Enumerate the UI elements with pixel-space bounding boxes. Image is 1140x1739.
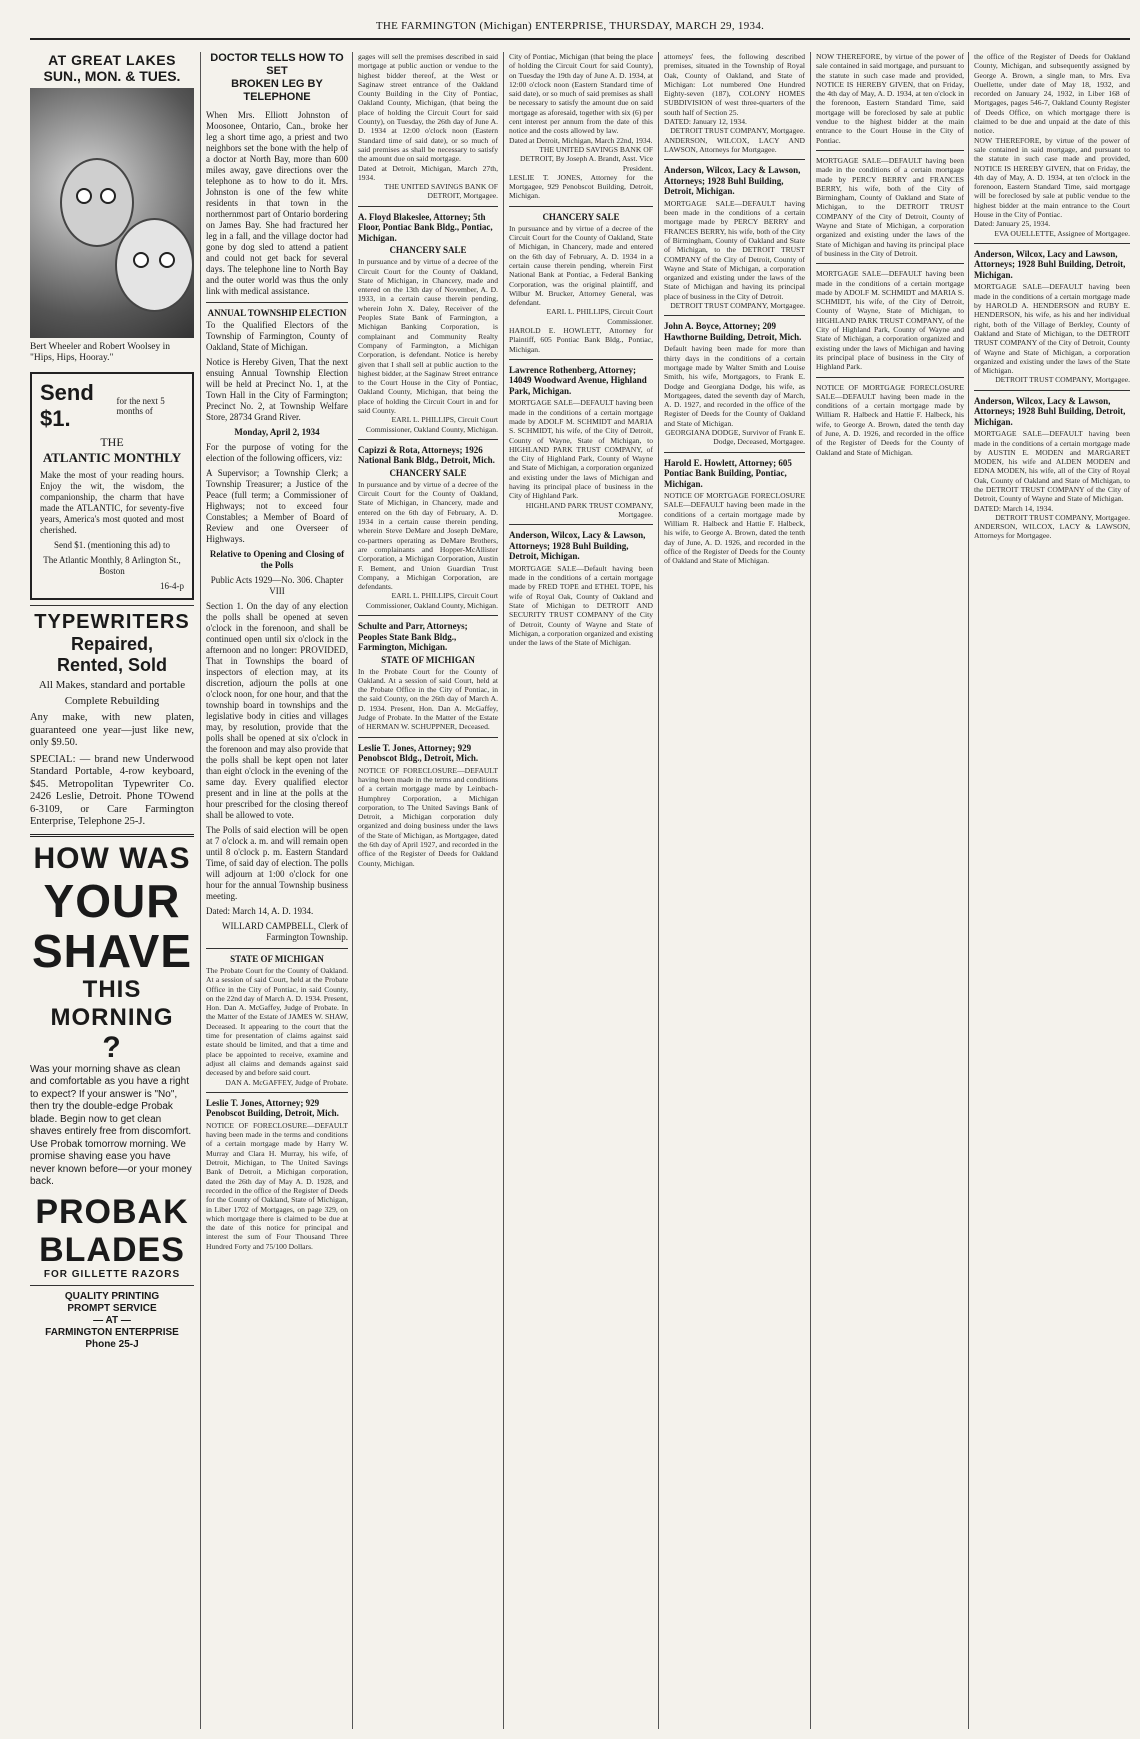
typewriters-body: Any make, with new platen, guaranteed one year—just like new, only $9.50. xyxy=(30,712,194,748)
election-notice: Notice is Hereby Given, That the next ensuing Annual Township Election will be held at Precinct No. 1, at the Town Hall in the City of Farmington; Precinct No. 2, at Township Welfare Store, 28734 Grand River. xyxy=(206,357,348,422)
col6-sign: EVA OUELLETTE, Assignee of Mortgagee. xyxy=(994,228,1130,238)
probak-question-mark: ? xyxy=(102,1030,122,1064)
typewriters-special: SPECIAL: — brand new Underwood Standard Portable, 4-row keyboard, $45. Metropolitan Typewriter Co. 2426 Leslie, Detroit. Phone TOwend 6-3109, or Care Farmington Enterprise, Telephone 25-J. xyxy=(30,753,194,827)
col5-sign: DETROIT TRUST COMPANY, Mortgagee. xyxy=(670,126,805,136)
col3-dated: Dated at Detroit, Michigan, March 27th, 1934. xyxy=(358,163,498,182)
boyce-sign: GEORGIANA DODGE, Survivor of Frank E. Dodge, Deceased, Mortgagee. xyxy=(665,428,805,447)
column-2 xyxy=(206,52,348,1729)
divider xyxy=(358,439,498,440)
atlantic-offer: for the next 5 months of xyxy=(116,396,165,416)
capizzi-body: In pursuance and by virtue of a decree of the Circuit Court for the County of Oakland, State of Michigan, in Chancery, made and entered on the 6th day of February, A. D. 1934 in a certain cause therein pending, wherein Steve DeMare and Joseph DeMare, co-partners operating as DeMare Brothers, are complainants and Hopper-McAllister Corporation, a Michigan Corporation, Austin F. Bement, and Union Guardian Trust Company, a Michigan Corporation, are defendants. xyxy=(358,479,498,592)
divider xyxy=(816,377,964,378)
probate-title: STATE OF MICHIGAN xyxy=(230,954,324,964)
divider xyxy=(509,524,653,525)
column-3 xyxy=(358,52,498,1729)
column-divider xyxy=(658,52,659,1729)
divider xyxy=(206,302,348,303)
anderson-body: MORTGAGE SALE—Default having been made in the conditions of a certain mortgage made by FRED TOPE and ETHEL TOPE, his wife of Royal Oak, County of Oakland and State of Michigan to DETROIT AND SECURITY TRUST COMPANY of the City of Detroit, County of Wayne and State of Michigan, a corporation organized and existing under the laws of the State of Michigan. xyxy=(509,563,653,648)
divider xyxy=(816,263,964,264)
probak-blades: BLADES xyxy=(39,1230,185,1269)
column-5 xyxy=(664,52,805,1729)
glasses-icon xyxy=(159,252,175,268)
divider xyxy=(206,948,348,949)
col5-dated: DATED: January 12, 1934. xyxy=(664,117,747,127)
election-to: To the Qualified Electors of the Township of Farmington, County of Oakland, State of Michigan. xyxy=(206,320,348,352)
typewriters-line2: Complete Rebuilding xyxy=(64,695,160,707)
column-divider xyxy=(200,52,201,1729)
chancery-attorney: HAROLD E. HOWLETT, Attorney for Plaintiff, 605 Pontiac Bank Bldg., Pontiac, Michigan. xyxy=(509,326,653,354)
anderson-moden-heading: Anderson, Wilcox, Lacy & Lawson, Attorneys; 1928 Buhl Building, Detroit, Michigan. xyxy=(974,395,1126,427)
glasses-icon xyxy=(76,188,92,204)
col5b-body: MORTGAGE SALE—DEFAULT having been made in the conditions of a certain mortgage made by PERCY BERRY and FRANCES BERRY, his wife, both of the City of Birmingham, County of Oakland and State of Michigan, to the DETROIT TRUST COMPANY of the City of Detroit, County of Wayne and State of Michigan, a corporation organized and existing under the laws of the State of Michigan and having its principal place of business in the City of Detroit. xyxy=(816,155,964,258)
atlantic-monthly-ad xyxy=(30,372,194,600)
typewriters-repaired: Repaired, xyxy=(70,634,154,654)
probate-body: The Probate Court for the County of Oakland. At a session of said Court, held at the Probate Office in the City of Pontiac, in said County, on the 22nd day of March A. D. 1934. Present, Hon. Dan A. McGaffey, Judge of Probate. In the Matter of the Estate of JAMES W. SHAW, Deceased. It appearing to the court that the time for presentation of claims against said estate should be limited, and that a time and place be appointed to receive, examine and adjust all claims and demands against said deceased by and before said court. xyxy=(206,966,348,1078)
atlantic-send-line: Send $1. (mentioning this ad) to xyxy=(54,540,170,550)
probak-gillette: FOR GILLETTE RAZORS xyxy=(43,1268,181,1280)
election-sign: WILLARD CAMPBELL, Clerk of Farmington Township. xyxy=(222,921,348,942)
column-5b xyxy=(816,52,964,1729)
capizzi-sign: EARL L. PHILLIPS, Circuit Court Commissioner, Oakland County, Michigan. xyxy=(365,591,498,610)
jones-heading: Leslie T. Jones, Attorney; 929 Penobscot Building, Detroit, Mich. xyxy=(206,1097,339,1119)
col5-attorney: ANDERSON, WILCOX, LACY AND LAWSON, Attorneys for Mortgagee. xyxy=(664,135,805,154)
typewriters-heading: TYPEWRITERS xyxy=(34,611,190,633)
doctor-story: When Mrs. Elliott Johnston of Moosonee, Ontario, Can., broke her leg a short time ago, a priest and two neighbors set the bone with the help of a doctor at North Bay, more than 600 miles away, gave directions over the telephone as to how to do it. Mrs. Johnston is one of the few white residents in that town in the northernmost part of Ontario bordering on James Bay. She had fractured her leg in a fall, and the village doctor had gone by dog sled to attend a patient and could not get back for several days. The telephone line to North Bay and the outer world was thus the only link with medical assistance. xyxy=(206,110,348,296)
chancery-title: CHANCERY SALE xyxy=(542,211,620,222)
col5b-body-3: NOTICE OF MORTGAGE FORECLOSURE SALE—DEFAULT having been made in the conditions of a certain mortgage made by William R. Halbeck and Hattie F. Halbeck, his wife, to George A. Brown, dated the tenth day of June, A. D. 1926, and recorded in the office of the Register of Deeds for the County of Oakland and State of Michigan. xyxy=(816,382,964,457)
rothenberg-sign: HIGHLAND PARK TRUST COMPANY, Mortgagee. xyxy=(525,500,653,519)
doctor-headline-2: BROKEN LEG BY TELEPHONE xyxy=(231,78,323,103)
masthead: THE FARMINGTON (Michigan) ENTERPRISE, THURSDAY, MARCH 29, 1934. xyxy=(375,20,765,32)
jones2-body: NOTICE OF FORECLOSURE—DEFAULT having been made in the terms and conditions of a certain mortgage made by Leinbach-Humphrey Corporation, a Michigan corporation, to The United Savings Bank of Detroit, a Michigan corporation duly organized and doing business under the laws of the State of Michigan, as Mortgagee, dated the 6th day of April 1927, and recorded in the office of the Register of Deeds for Oakland County, Michigan. xyxy=(358,765,498,868)
blakeslee-body: In pursuance and by virtue of a decree of the Circuit Court for the County of Oakland, State of Michigan, in Chancery, made and entered on the 13th day of November, A. D. 1933, in a certain cause therein pending, wherein John X. Daley, Receiver of the Peoples State Bank of Farmington, a Michigan Banking Corporation, is complainant and Community Realty Company of Farmington, a Michigan Corporation, is defendant. Notice is hereby given that I shall sell at public auction to the highest bidder, at the Saginaw Street entrance to the Court House in the City of Pontiac, Oakland County, Michigan, that being the place of holding the Circuit Court in and for said County. xyxy=(358,257,498,415)
glasses-icon xyxy=(133,252,149,268)
blakeslee-sign: EARL L. PHILLIPS, Circuit Court Commissioner, Oakland County, Michigan. xyxy=(365,415,498,434)
glasses-icon xyxy=(100,188,116,204)
election-relative: Relative to Opening and Closing of the Polls xyxy=(209,549,345,570)
blakeslee-heading: A. Floyd Blakeslee, Attorney; 5th Floor, Pontiac Bank Bldg., Pontiac, Michigan. xyxy=(358,211,493,243)
rothenberg-heading: Lawrence Rothenberg, Attorney; 14049 Woodward Avenue, Highland Park, Michigan. xyxy=(509,364,647,396)
boyce-heading: John A. Boyce, Attorney; 209 Hawthorne Building, Detroit, Mich. xyxy=(664,321,802,342)
anderson-moden-body: MORTGAGE SALE—DEFAULT having been made in the conditions of a certain mortgage made by AUSTIN E. MODEN and MARGARET MODEN, his wife and ALDEN MODEN and EDNA MODEN, his wife, all of the City of Royal Oak, County of Oakland and State of Michigan, to the DETROIT TRUST COMPANY of the City of Detroit, County of Wayne and State of Michigan. xyxy=(974,429,1130,504)
divider xyxy=(509,359,653,360)
column-divider xyxy=(503,52,504,1729)
column-divider xyxy=(968,52,969,1729)
howlett-body: NOTICE OF MORTGAGE FORECLOSURE SALE—DEFAULT having been made in the conditions of a certain mortgage made by William R. Halbeck and Hattie F. Halbeck, his wife, to George A. Brown, dated the tenth day of June, A. D. 1926, and recorded in the office of the Register of Deeds for the County of Oakland and State of Michigan. xyxy=(664,491,805,566)
atlantic-the: THE xyxy=(100,435,124,449)
printing-line-3: — AT — xyxy=(93,1314,131,1326)
probak-body: Was your morning shave as clean and comfortable as you have a right to expect? If your answer is "No", then try the double-edge Probak blade. Begin now to get clean shaves entirely free from discomfort. Use Probak tomorrow morning. We promise shaving ease you have never known before—or your money back. xyxy=(30,1063,192,1187)
col6-now-therefore: NOW THEREFORE, by virtue of the power of sale contained in said mortgage, and pursuant to the statute in such case made and provided, NOTICE IS HEREBY GIVEN, that on Friday, the 4th day of May, A. D. 1934, at ten o'clock in the forenoon, Eastern Standard Time, said mortgage will be foreclosed by sale at public vendue to the highest bidder at the main entrance to the Court House in the City of Pontiac. xyxy=(974,135,1130,220)
divider xyxy=(974,390,1130,391)
anderson-moden-dated: DATED: March 14, 1934. xyxy=(974,503,1054,513)
election-date: Monday, April 2, 1934 xyxy=(234,427,320,437)
col5-notice: attorneys' fees, the following described premises, situated in the Township of Royal Oak, County of Oakland, and State of Michigan: Lot numbered One Hundred Eighty-seven (187), COLONY HOMES SUBDIVISION of west three-quarters of the south half of Section 25. xyxy=(664,52,805,117)
probate-sign: DAN A. McGAFFEY, Judge of Probate. xyxy=(225,1077,348,1087)
anderson-berry-body: MORTGAGE SALE—DEFAULT having been made in the conditions of a certain mortgage made by PERCY BERRY and FRANCES BERRY, his wife, both of the City of Birmingham, County of Oakland and State of Michigan, to the DETROIT TRUST COMPANY of the City of Detroit, County of Wayne and State of Michigan, a corporation organized and existing under the laws of the State of Michigan and having its principal place of business in the City of Detroit. xyxy=(664,198,805,301)
chancery-body: In pursuance and by virtue of a decree of the Circuit Court for the County of Oakland, State of Michigan, in Chancery, made and entered on the 6th day of February, A. D. 1934 in a certain cause therein pending, wherein First National Bank at Pontiac, a Federal Banking Corporation, was the original plaintiff, and Wilbur M. Brucker, Attorney General, was defendant. xyxy=(509,223,653,308)
capizzi-heading: Capizzi & Rota, Attorneys; 1926 National Bank Bldg., Detroit, Mich. xyxy=(358,444,495,466)
printing-line-1: QUALITY PRINTING xyxy=(64,1290,160,1302)
photo-caption: Bert Wheeler and Robert Woolsey in "Hips, Hips, Hooray." xyxy=(30,342,171,363)
atlantic-body: Make the most of your reading hours. Enjoy the wit, the wisdom, the companionship, the charm that have made the ATLANTIC, for seventy-five years, America's most quoted and most cherished. xyxy=(40,470,184,535)
atlantic-address: The Atlantic Monthly, 8 Arlington St., Boston xyxy=(43,555,181,576)
election-officers: A Supervisor; a Township Clerk; a Township Treasurer; a Justice of the Peace (full term; a Commissioner of Highways; not to exceed four Constables; a Member of Board of Review and one Overseer of Highways. xyxy=(206,468,348,544)
rothenberg-body: MORTGAGE SALE—DEFAULT having been made in the conditions of a certain mortgage made by ADOLF M. SCHMIDT and MARIA S. SCHMIDT, his wife, of the City of Detroit, County of Wayne, State of Michigan, to HIGHLAND PARK TRUST COMPANY, of the City of Highland Park, County of Wayne and State of Michigan, a corporation organized and existing under the laws of Michigan and having its principal place of business in the City of Highland Park. xyxy=(509,398,653,501)
election-section: Section 1. On the day of any election the polls shall be opened at seven o'clock in the forenoon, and shall be continued open until six o'clock in the afternoon and no longer: PROVIDED, That in Townships the board of inspectors of election may, at its discretion, adjourn the polls at one o'clock noon, for one hour, and that the township board in townships and the legislative body in cities and villages may, by resolution, provide that the polls shall be opened at six o'clock in the forenoon and may also provide that the polls shall be kept open not later than eight o'clock in the evening of the same day. Every qualified elector present and in line at the polls at the hour prescribed for the closing thereof shall be allowed to vote. xyxy=(206,601,348,820)
divider xyxy=(358,206,498,207)
great-lakes-heading: AT GREAT LAKES xyxy=(48,52,176,68)
divider xyxy=(816,150,964,151)
col5b-notice: NOW THEREFORE, by virtue of the power of sale contained in said mortgage, and pursuant to the statute in such case made and provided, NOTICE IS HEREBY GIVEN, that on Friday, the 4th day of May, A. D. 1934, at ten o'clock in the forenoon, Eastern Standard Time, said mortgage will be foreclosed by sale at public vendue to the highest bidder at the main entrance to the Court House in the City of Pontiac. xyxy=(816,52,964,145)
anderson-moden-sign: DETROIT TRUST COMPANY, Mortgagee. xyxy=(995,512,1130,522)
blakeslee-title: CHANCERY SALE xyxy=(389,245,467,256)
divider xyxy=(358,615,498,616)
col4-attorney: LESLIE T. JONES, Attorney for the Mortgagee, 929 Penobscot Building, Detroit, Michigan. xyxy=(509,172,653,201)
atlantic-code: 16-4-p xyxy=(160,581,184,591)
anderson-berry-sign: DETROIT TRUST COMPANY, Mortgagee. xyxy=(670,301,805,311)
actor-face xyxy=(115,218,194,312)
anderson-henderson-body: MORTGAGE SALE—DEFAULT having been made in the conditions of a certain mortgage made by HAROLD A. HENDERSON and RUBY E. HENDERSON, his wife, as his and her individual right, both of the Village of Berkley, County of Oakland and State of Michigan, to the DETROIT TRUST COMPANY of the City of Detroit, County of Wayne and State of Michigan, a corporation organized and existing under the laws of the State of Michigan. xyxy=(974,282,1130,376)
column-6 xyxy=(974,52,1130,1729)
great-lakes-days: SUN., MON. & TUES. xyxy=(43,68,181,84)
jones2-heading: Leslie T. Jones, Attorney; 929 Penobscot Bldg., Detroit, Mich. xyxy=(358,742,479,764)
typewriters-ad xyxy=(30,611,194,829)
schulte-body: In the Probate Court for the County of Oakland. At a session of said Court, held at the Probate Office in the City of Pontiac, in the said County, on the 26th day of March A. D. 1934. Present, Hon. Dan A. McGaffey, Judge of Probate. In the Matter of the Estate of HERMAN W. SCHUPPNER, Deceased. xyxy=(358,666,498,732)
col3-sign: THE UNITED SAVINGS BANK OF DETROIT, Mortgagee. xyxy=(384,182,498,201)
col5b-body-2: MORTGAGE SALE—DEFAULT having been made in the conditions of a certain mortgage made by ADOLF M. SCHMIDT and MARIA S. SCHMIDT, his wife, of the City of Detroit, County of Wayne, State of Michigan, to HIGHLAND PARK TRUST COMPANY, of the City of Highland Park, County of Wayne and State of Michigan, a corporation organized and existing under the laws of Michigan and having its principal place of business in the City of Highland Park. xyxy=(816,269,964,372)
col6-dated: Dated: January 25, 1934. xyxy=(974,219,1051,229)
masthead-rule xyxy=(30,38,1130,40)
chancery-sign: EARL L. PHILLIPS, Circuit Court Commissioner. xyxy=(546,307,653,326)
jones-body: NOTICE OF FORECLOSURE—DEFAULT having been made in the terms and conditions of a certain mortgage made by Harry W. Murray and Clara H. Murray, his wife, of Detroit, Michigan, to The United Savings Bank of Detroit, a Michigan corporation, dated the 26th day of May A. D. 1928, and recorded in the office of the Register of Deeds for the County of Oakland, State of Michigan, in Liber 1702 of Mortgages, on page 329, on which mortgage there is claimed to be due at the date of this notice for principal and interest the sum of Four Thousand Three Hundred Forty and 75/100 Dollars. xyxy=(206,1120,348,1251)
col4-dated: Dated at Detroit, Michigan, March 22nd, 1934. xyxy=(509,135,653,145)
boyce-body: Default having been made for more than thirty days in the conditions of a certain mortgage made by Walter Smith and Louise Smith, his wife, Mortgagors, to Frank E. Dodge and Georgiana Dodge, his wife, as Mortgagees, dated the seventh day of March, A. D. 1927, and recorded in the office of the Register of Deeds for the County of Oakland and State of Michigan. xyxy=(664,344,805,428)
election-dated: Dated: March 14, A. D. 1934. xyxy=(206,906,314,916)
anderson-berry-heading: Anderson, Wilcox, Lacy & Lawson, Attorneys; 1928 Buhl Building, Detroit, Michigan. xyxy=(664,165,801,197)
printing-line-5: Phone 25-J xyxy=(85,1338,139,1350)
col3-notice: gages will sell the premises described in said mortgage at public auction or vendue to the highest bidder thereof, at the West or Saginaw street entrance of the Oakland County Building in the City of Pontiac, Oakland County, Michigan, (that being the place of holding the Circuit Court for said County), on Tuesday, the 26th day of June A. D. 1934 at 12:00 o'clock noon (Eastern Standard time of said date), or so much of said premises as shall be necessary to satisfy the amount due on said mortgage. xyxy=(358,52,498,164)
anderson-henderson-heading: Anderson, Wilcox, Lacy and Lawson, Attorneys; 1928 Buhl Building, Detroit, Michigan. xyxy=(974,248,1126,280)
printing-ad xyxy=(30,1291,194,1351)
atlantic-name: ATLANTIC MONTHLY xyxy=(42,450,182,465)
movie-still-photo xyxy=(30,88,194,338)
actor-face xyxy=(60,158,134,247)
column-4 xyxy=(509,52,653,1729)
divider xyxy=(358,737,498,738)
divider xyxy=(509,206,653,207)
divider xyxy=(974,243,1130,244)
typewriters-rented: Rented, Sold xyxy=(56,655,167,675)
schulte-title: STATE OF MICHIGAN xyxy=(381,654,475,665)
divider xyxy=(30,1285,194,1286)
divider xyxy=(664,315,805,316)
doctor-headline-1: DOCTOR TELLS HOW TO SET xyxy=(210,52,344,77)
column-1 xyxy=(30,52,194,1729)
atlantic-price: Send $1. xyxy=(40,380,94,431)
divider xyxy=(30,605,194,606)
howlett-heading: Harold E. Howlett, Attorney; 605 Pontiac Bank Building, Pontiac, Michigan. xyxy=(664,457,792,489)
capizzi-title: CHANCERY SALE xyxy=(389,467,467,478)
col4-sign: THE UNITED SAVINGS BANK OF DETROIT, By Joseph A. Brandt, Asst. Vice President. xyxy=(520,144,653,173)
typewriters-line1: All Makes, standard and portable xyxy=(38,679,186,691)
election-purpose: For the purpose of voting for the election of the following officers, viz: xyxy=(206,442,348,463)
divider xyxy=(30,834,194,837)
election-act: Public Acts 1929—No. 306. Chapter VIII xyxy=(210,575,344,596)
divider xyxy=(664,159,805,160)
printing-line-2: PROMPT SERVICE xyxy=(67,1302,157,1314)
probak-ad xyxy=(30,842,194,1280)
anderson-henderson-sign: DETROIT TRUST COMPANY, Mortgagee. xyxy=(995,375,1130,385)
election-title: ANNUAL TOWNSHIP ELECTION xyxy=(207,308,347,318)
probak-brand: PROBAK xyxy=(35,1192,189,1231)
divider xyxy=(206,1092,348,1093)
column-divider xyxy=(352,52,353,1729)
anderson-moden-attorney: ANDERSON, WILCOX, LACY & LAWSON, Attorneys for Mortgagee. xyxy=(974,522,1130,541)
probak-this-morning: THIS MORNING xyxy=(50,975,174,1031)
anderson-heading: Anderson, Wilcox, Lacy & Lawson, Attorneys; 1928 Buhl Building, Detroit, Michigan. xyxy=(509,530,646,562)
col6-notice: the office of the Register of Deeds for Oakland County, Michigan, and subsequently assigned by George A. Brown, a single man, to Mrs. Eva Ouellette, under date of May 18, 1932, and recorded on January 24, 1932, in Liber 168 of Mortgages, pages 546-7, Oakland County Register of Deeds Office, on which mortgage there is claimed to be due and unpaid at the date of this notice. xyxy=(974,52,1130,136)
probak-your: YOUR xyxy=(43,874,181,927)
column-divider xyxy=(810,52,811,1729)
col4-notice: City of Pontiac, Michigan (that being the place of holding the Circuit Court for said County), on Tuesday the 19th day of June A. D. 1934, at 12:00 o'clock noon (Eastern Standard time of said date), or so much of said premises as shall be necessary to satisfy the amount due on said mortgage as aforesaid, together with six (6) per cent interest per annum from the date of this notice and the costs allowed by law. xyxy=(509,52,653,136)
election-hours: The Polls of said election will be open at 7 o'clock a. m. and will remain open until 8 o'clock p. m. Eastern Standard Time, of said day of election. The polls will adjourn at 1:00 o'clock for one hour for the annual Township business meeting. xyxy=(206,825,348,901)
probak-shave: SHAVE xyxy=(31,924,193,977)
printing-line-4: FARMINGTON ENTERPRISE xyxy=(45,1326,179,1338)
probak-how-was: HOW WAS xyxy=(33,841,191,875)
schulte-heading: Schulte and Parr, Attorneys; Peoples State Bank Bldg., Farmington, Michigan. xyxy=(358,621,468,653)
divider xyxy=(664,452,805,453)
